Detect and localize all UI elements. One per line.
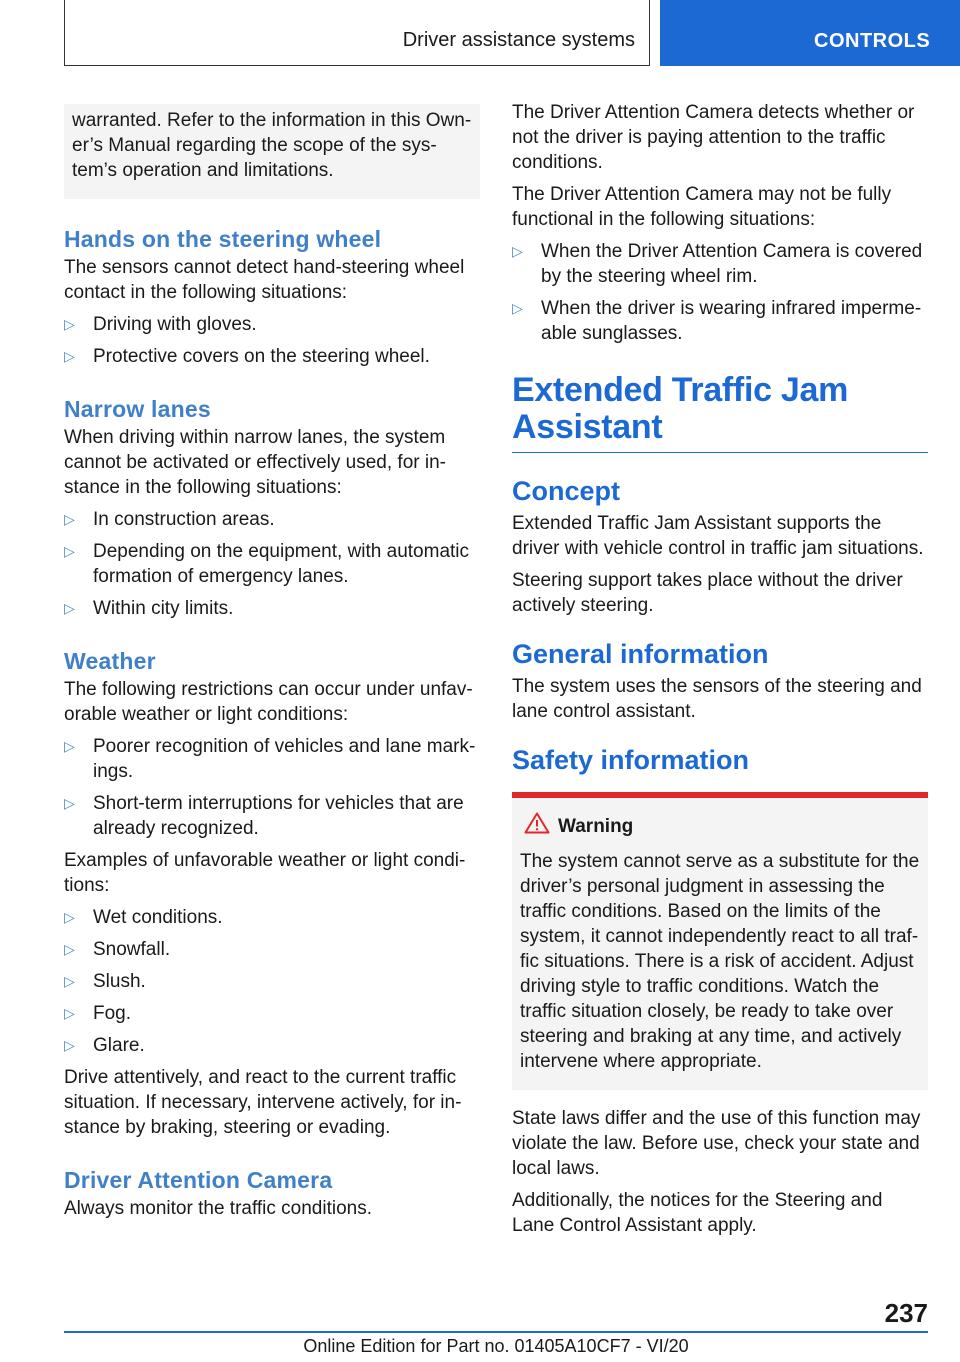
paragraph: Steering support takes place without the driver actively steering.	[512, 570, 903, 616]
bullet-list	[512, 239, 928, 346]
list-item: ▷ Depending on the equipment, with automatic formation of emergency lanes.	[64, 541, 470, 587]
list-item: ▷ Protective covers on the steering wheel.	[64, 346, 430, 367]
main-heading: Extended Traffic Jam Assistant	[512, 372, 928, 453]
footer-edition: Online Edition for Part no. 01405A10CF7 - VI/20	[303, 1336, 689, 1356]
heading-narrow-lanes: Narrow lanes	[64, 396, 211, 422]
paragraph: Additionally, the notices for the Steering and Lane Control Assistant apply.	[512, 1190, 883, 1236]
heading-hands-on-wheel: Hands on the steering wheel	[64, 226, 382, 252]
paragraph: Drive attentively, and react to the current traffic situation. If necessary, intervene actively, for instance by braking, steering or evading.	[64, 1067, 462, 1138]
bullet-list	[64, 507, 480, 621]
list-item: ▷ Fog.	[64, 1003, 132, 1024]
paragraph: When driving within narrow lanes, the system cannot be activated or effectively used, for instance in the following situations:	[64, 427, 446, 498]
list-item: ▷ When the driver is wearing infrared impermeable sunglasses.	[512, 298, 922, 344]
triangle-right-icon: ▷	[64, 909, 75, 925]
paragraph: The system uses the sensors of the steering and lane control assistant.	[512, 676, 922, 722]
triangle-right-icon: ▷	[64, 941, 75, 957]
left-column	[64, 100, 480, 1228]
heading-general-information: General information	[512, 639, 769, 669]
list-item: ▷ Snowfall.	[64, 939, 171, 960]
triangle-right-icon: ▷	[64, 348, 75, 364]
heading-driver-attention-camera: Driver Attention Camera	[64, 1167, 333, 1193]
triangle-right-icon: ▷	[64, 600, 75, 616]
paragraph: The sensors cannot detect hand-steering wheel contact in the following situations:	[64, 257, 465, 303]
list-item: ▷ Within city limits.	[64, 598, 234, 619]
triangle-right-icon: ▷	[512, 243, 523, 259]
triangle-right-icon: ▷	[64, 973, 75, 989]
paragraph: Examples of unfavorable weather or light conditions:	[64, 850, 466, 896]
paragraph: Extended Traffic Jam Assistant supports the driver with vehicle control in traffic jam situations.	[512, 513, 924, 559]
right-column	[512, 100, 928, 1245]
list-item: ▷ Slush.	[64, 971, 146, 992]
bullet-list	[64, 905, 480, 1058]
triangle-right-icon: ▷	[64, 1005, 75, 1021]
page-number: 237	[884, 1298, 928, 1328]
triangle-right-icon: ▷	[512, 300, 523, 316]
warning-box	[512, 792, 928, 1090]
triangle-right-icon: ▷	[64, 316, 75, 332]
triangle-right-icon: ▷	[64, 795, 75, 811]
list-item: ▷ In construction areas.	[64, 509, 275, 530]
list-item: ▷ Driving with gloves.	[64, 314, 257, 335]
chapter-tab-label: CONTROLS	[814, 30, 931, 52]
triangle-right-icon: ▷	[64, 511, 75, 527]
paragraph: State laws differ and the use of this function may violate the law. Before use, check your state and local laws.	[512, 1108, 921, 1179]
triangle-right-icon: ▷	[64, 1037, 75, 1053]
note-box	[64, 104, 480, 199]
list-item: ▷ Glare.	[64, 1035, 145, 1056]
chapter-tab[interactable]	[660, 0, 960, 66]
warning-text: The system cannot serve as a substitute for the driver’s personal judgment in assessing the traffic conditions. Based on the limits of the system, it cannot independently react to all traffic situations. There is a risk of accident. Adjust driving style to traffic conditions. Watch the traffic situation closely, be ready to take over steering and braking at any time, and actively intervene where appropriate.	[520, 851, 920, 1072]
note-text: warranted. Refer to the information in this Owner’s Manual regarding the scope of the system’s operation and limitations.	[72, 110, 472, 181]
warning-triangle-icon	[524, 812, 552, 841]
list-item: ▷ Poorer recognition of vehicles and lane markings.	[64, 736, 476, 782]
paragraph: The following restrictions can occur under unfavorable weather or light conditions:	[64, 679, 473, 725]
section-title: Driver assistance systems	[402, 29, 635, 51]
heading-concept: Concept	[512, 476, 620, 506]
warning-header	[520, 812, 920, 841]
page-header	[0, 0, 960, 66]
warning-label: Warning	[558, 816, 634, 837]
triangle-right-icon: ▷	[64, 543, 75, 559]
list-item: ▷ When the Driver Attention Camera is covered by the steering wheel rim.	[512, 241, 923, 287]
section-title-box	[64, 0, 650, 66]
paragraph: The Driver Attention Camera detects whether or not the driver is paying attention to the traffic conditions.	[512, 102, 915, 173]
heading-weather: Weather	[64, 648, 156, 674]
footer-divider	[64, 1331, 928, 1333]
bullet-list	[64, 312, 480, 369]
heading-safety-information: Safety information	[512, 745, 750, 775]
list-item: ▷ Short-term interruptions for vehicles that are already recognized.	[64, 793, 464, 839]
bullet-list	[64, 734, 480, 841]
list-item: ▷ Wet conditions.	[64, 907, 223, 928]
triangle-right-icon: ▷	[64, 738, 75, 754]
paragraph: The Driver Attention Camera may not be fully functional in the following situations:	[512, 184, 892, 230]
paragraph: Always monitor the traffic conditions.	[64, 1198, 373, 1219]
